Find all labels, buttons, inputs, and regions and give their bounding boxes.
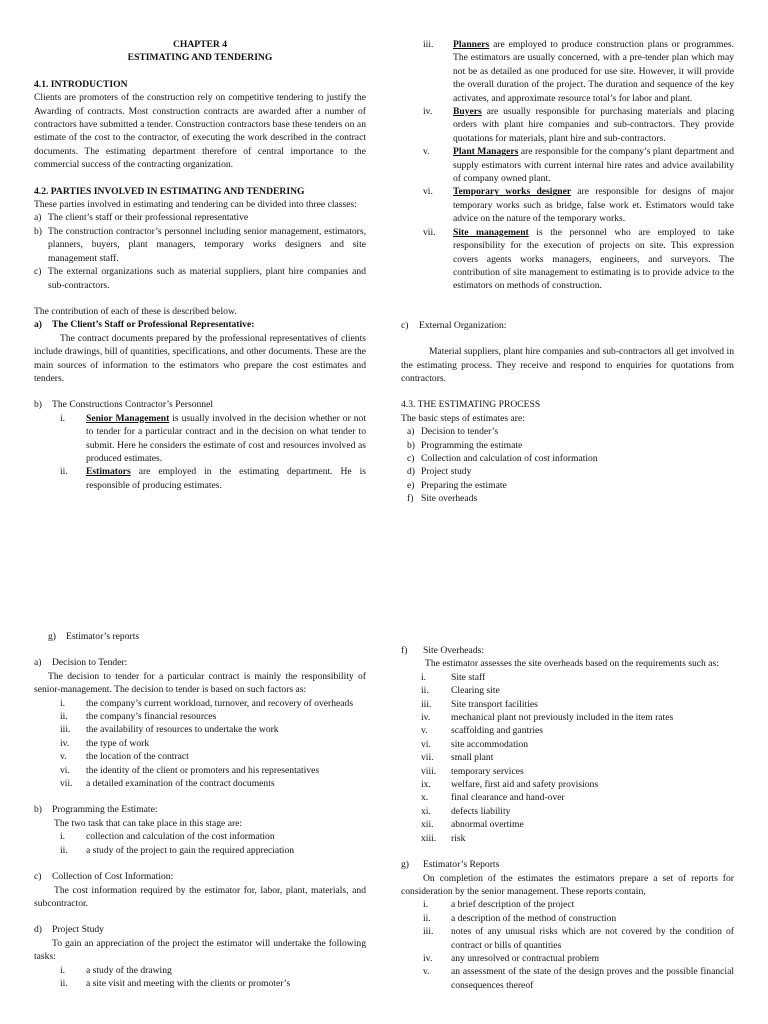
list-marker: b): [34, 225, 42, 237]
list-item-text: the company’s financial resources: [86, 711, 217, 723]
list-item: [407, 492, 734, 505]
list-item: [423, 925, 734, 952]
decision-to-tender-text: The decision to tender for a particular contract is mainly the responsibility of senior-management. The decision to tender is based on such factors as:: [34, 670, 366, 696]
chapter-number: CHAPTER 4: [172, 39, 228, 50]
list-item: [34, 225, 366, 265]
list-item-text: a study of the drawing: [86, 964, 172, 976]
estimator-reports-heading: g) Estimator’s Reports: [401, 859, 500, 871]
list-item: [423, 145, 734, 185]
external-org-heading: c) External Organization:: [401, 319, 507, 331]
list-item: [423, 105, 734, 145]
list-marker: iii.: [421, 698, 432, 710]
list-marker: vi.: [421, 738, 431, 750]
list-marker: iv.: [423, 106, 433, 118]
list-item: [423, 185, 734, 225]
list-marker: xi.: [421, 805, 431, 817]
list-marker: i.: [423, 899, 429, 911]
list-marker: i.: [60, 964, 66, 976]
list-marker: a): [34, 212, 42, 224]
list-item: [60, 465, 366, 492]
section-4-2-intro: These parties involved in estimating and tendering can be divided into three classes:: [34, 199, 357, 211]
list-item-text: a detailed examination of the contract documents: [86, 778, 275, 790]
list-item-text: abnormal overtime: [451, 819, 524, 831]
list-marker: v.: [423, 146, 430, 158]
list-item-text: any unresolved or contractual problem: [451, 952, 600, 964]
list-item: [421, 818, 734, 831]
list-item-text: [453, 226, 734, 293]
list-item: [421, 751, 734, 764]
decision-factors-list: [34, 697, 366, 791]
list-item-text: an assessment of the state of the design proves and the possible financial consequences thereof: [451, 966, 734, 991]
list-item: [60, 412, 366, 466]
list-marker: iii.: [423, 926, 434, 938]
list-marker: i.: [60, 697, 66, 709]
list-item: [34, 265, 366, 292]
list-marker: b): [407, 439, 415, 451]
list-item-text: small plant: [451, 752, 494, 764]
contractor-personnel-heading: b) The Constructions Contractor’s Personnel: [34, 399, 214, 411]
site-overheads-heading: f) Site Overheads:: [401, 645, 485, 656]
list-marker: xiii.: [421, 832, 437, 844]
list-item: [421, 805, 734, 818]
list-marker: c): [407, 452, 415, 464]
list-item-text: notes of any unusual risks which are not covered by the condition of contract or bills of quantities: [451, 926, 734, 951]
list-item-text: Decision to tender’s: [421, 426, 499, 438]
list-item: [421, 684, 734, 697]
list-marker: ii.: [60, 711, 68, 723]
list-item: [423, 898, 734, 911]
page2-right-column: [401, 644, 734, 992]
list-item: [421, 724, 734, 737]
estimator-reports-text: On completion of the estimates the estimators prepare a set of reports for consideration by the senior management. These reports contain,: [401, 872, 734, 897]
list-item: [421, 671, 734, 684]
list-item-text: Project study: [421, 466, 472, 478]
list-item-text: final clearance and hand-over: [451, 792, 565, 804]
role-name: Site management: [453, 226, 529, 238]
list-item-text: Collection and calculation of cost information: [421, 452, 598, 464]
external-org-text: Material suppliers, plant hire companies and sub-contractors all get involved in the estimating process. They receive and respond to enquiries for quotations from contractors.: [401, 346, 734, 384]
list-marker: ii.: [60, 844, 68, 856]
list-item-text: [453, 38, 734, 105]
list-marker: vii.: [421, 752, 434, 764]
list-item: [421, 698, 734, 711]
list-item: [407, 479, 734, 492]
list-item-text: the type of work: [86, 737, 150, 749]
list-item-text: welfare, first aid and safety provisions: [451, 779, 599, 791]
list-marker: iii.: [60, 724, 71, 736]
page2-left-column: [34, 630, 366, 990]
list-item-text: The client’s staff or their professional representative: [48, 212, 249, 224]
section-4-1-text: Clients are promoters of the construction rely on competitive tendering to justify the Awarding of contracts. Most construction contracts are awarded after a number of contractors have submitted a tender. Construction contractors base these tenders on an estimate of the cost to the contractor, of executing the work described in the contract documents. The estimating department therefore of central importance to the commercial success of the contracting organization.: [34, 92, 366, 171]
project-study-text: To gain an appreciation of the project the estimator will undertake the following tasks:: [34, 937, 366, 963]
section-4-3-heading: 4.3. THE ESTIMATING PROCESS: [401, 399, 541, 411]
list-item-text: a study of the project to gain the required appreciation: [86, 844, 295, 856]
list-item: [423, 965, 734, 992]
list-item: [423, 226, 734, 293]
list-marker: x.: [421, 792, 429, 804]
list-item-text: mechanical plant not previously included in the item rates: [451, 712, 674, 724]
role-description: are employed to produce construction plans or programmes. The estimators are usually concerned, with a pre-tender plan which may not be as detailed as one produced for use site. However, it will provide the overall duration of the project. The duration and sequence of the key activates, and approximate resource total’s for labor and plant.: [453, 39, 734, 104]
list-marker: ii.: [60, 466, 68, 478]
list-item-text: the location of the contract: [86, 751, 189, 763]
list-item: [60, 764, 366, 777]
list-item-text: [86, 465, 366, 492]
list-marker: c): [34, 266, 42, 278]
list-item-text: a site visit and meeting with the clients or promoter’s: [86, 977, 291, 989]
list-item: [60, 737, 366, 750]
list-marker: vi.: [60, 764, 70, 776]
list-marker: ii.: [60, 977, 68, 989]
list-marker: ii.: [423, 912, 431, 924]
list-marker: vii.: [423, 226, 436, 238]
site-overheads-text: The estimator assesses the site overheads based on the requirements such as:: [425, 658, 719, 670]
cost-information-heading: c) Collection of Cost Information:: [34, 871, 174, 883]
list-item-text: a description of the method of construction: [451, 912, 617, 924]
project-study-list: [34, 964, 366, 991]
personnel-list-2: [401, 38, 734, 293]
personnel-list-1: [34, 412, 366, 492]
list-marker: e): [407, 479, 415, 491]
list-item: [421, 738, 734, 751]
list-item-text: the company’s current workload, turnover, and recovery of overheads: [86, 697, 354, 709]
client-staff-text: The contract documents prepared by the professional representatives of clients include drawings, bill of quantities, specifications, and other documents. These are the main sources of information to the estimators who prepare the cost estimates and tenders.: [34, 332, 366, 384]
role-name: Senior Management: [86, 412, 170, 424]
role-name: Buyers: [453, 106, 482, 118]
section-4-1-heading: 4.1. INTRODUCTION: [34, 78, 128, 90]
list-marker: iv.: [60, 737, 70, 749]
list-marker: vii.: [60, 778, 73, 790]
list-item: [60, 750, 366, 763]
list-item: [407, 439, 734, 452]
list-marker: vi.: [423, 186, 433, 198]
list-marker: i.: [421, 671, 427, 683]
role-description: are employed in the estimating department. He is responsible of producing estimates.: [86, 466, 366, 491]
chapter-title: ESTIMATING AND TENDERING: [127, 52, 273, 64]
list-item-text: the identity of the client or promoters and his representatives: [86, 764, 320, 776]
section-4-3-intro: The basic steps of estimates are:: [401, 412, 525, 424]
site-overheads-list: [401, 671, 734, 845]
list-item-text: [86, 412, 366, 466]
list-marker: d): [407, 466, 415, 478]
list-item-text: collection and calculation of the cost information: [86, 831, 275, 843]
list-item: [60, 844, 366, 857]
list-item-text: The construction contractor’s personnel including senior management, estimators, planners, buyers, plant managers, temporary works designers and site management staff.: [48, 225, 366, 264]
list-item: [421, 765, 734, 778]
list-item: [60, 830, 366, 843]
cost-information-text: The cost information required by the estimator for, labor, plant, materials, and subcontractor.: [34, 884, 366, 909]
programming-estimate-heading: b) Programming the Estimate:: [34, 804, 158, 816]
list-marker: i.: [60, 412, 66, 424]
page1-right-column: [401, 38, 734, 506]
contribution-text: The contribution of each of these is described below.: [34, 305, 237, 317]
list-marker: iv.: [423, 952, 433, 964]
list-item-text: scaffolding and gantries: [451, 725, 544, 737]
list-marker: f): [407, 493, 414, 505]
role-description: is usually involved in the decision whether or not to tender for a particular contract and in the decision on what tender to submit. Here he considers the estimate of cost and resources involved as produced estimates.: [86, 412, 367, 464]
list-item: [423, 952, 734, 965]
list-item-text: defects liability: [451, 805, 511, 817]
list-marker: ix.: [421, 779, 431, 791]
list-marker: viii.: [421, 765, 437, 777]
role-description: is the personnel who are employed to take responsibility for the execution of projects on site. This expression covers agents works managers, engineers, and surveyors. The contribution of site management to estimating is to provide advice to the estimators on methods of construction.: [453, 226, 734, 292]
list-item: [421, 832, 734, 845]
list-item-text: The external organizations such as material suppliers, plant hire companies and sub-contractors.: [48, 266, 366, 291]
client-staff-heading: a) The Client’s Staff or Professional Representative:: [34, 319, 255, 331]
list-item-text: Preparing the estimate: [421, 479, 507, 491]
list-item-text: a brief description of the project: [451, 899, 575, 911]
list-item-text: risk: [451, 832, 466, 844]
list-item-text: [453, 185, 734, 225]
role-name: Temporary works designer: [453, 186, 572, 198]
list-item-text: Site overheads: [421, 493, 478, 505]
list-item: [407, 452, 734, 465]
list-item: [60, 964, 366, 977]
list-item: [421, 778, 734, 791]
role-name: Estimators: [86, 466, 131, 478]
page1-left-column: [34, 38, 366, 492]
list-marker: v.: [423, 966, 430, 978]
list-item: [60, 710, 366, 723]
role-name: Plant Managers: [453, 146, 519, 158]
project-study-heading: d) Project Study: [34, 924, 104, 936]
estimator-reports-list: [401, 898, 734, 992]
list-item-text: Clearing site: [451, 685, 500, 697]
list-item: [423, 912, 734, 925]
list-marker: a): [407, 426, 415, 438]
programming-tasks-list: [34, 830, 366, 857]
estimator-reports-step: g) Estimator’s reports: [48, 631, 140, 642]
list-marker: v.: [60, 751, 67, 763]
list-item-text: the availability of resources to undertake the work: [86, 724, 279, 736]
list-item-text: site accommodation: [451, 738, 528, 750]
list-item: [60, 723, 366, 736]
list-item-text: [453, 105, 734, 145]
list-item-text: Site staff: [451, 671, 486, 683]
role-description: are responsible for designs of major temporary works such as bridge, false work et. Estimators would take advice on the nature of the temporary works.: [453, 186, 734, 225]
list-item: [60, 777, 366, 790]
estimating-steps-list: [401, 425, 734, 505]
list-item-text: Site transport facilities: [451, 698, 538, 710]
list-marker: iv.: [421, 712, 431, 724]
role-description: are responsible for the company’s plant department and supply estimators with current internal hire rates and advice availability of company owned plant.: [453, 146, 734, 185]
list-item: [34, 211, 366, 224]
list-item-text: Programming the estimate: [421, 439, 523, 451]
list-marker: ii.: [421, 685, 429, 697]
list-item: [423, 38, 734, 105]
programming-estimate-text: The two task that can take place in this stage are:: [54, 817, 243, 829]
list-marker: iii.: [423, 39, 434, 50]
list-item-text: [453, 145, 734, 185]
list-item: [60, 697, 366, 710]
list-marker: i.: [60, 831, 66, 843]
list-marker: xii.: [421, 819, 434, 831]
role-name: Planners: [453, 39, 490, 50]
role-description: are usually responsible for purchasing materials and placing orders with plant hire companies and sub-contractors. They provide quotations for materials, plant hire and sub-contractors.: [453, 106, 734, 144]
list-item-text: temporary services: [451, 765, 524, 777]
list-item: [407, 425, 734, 438]
list-item: [407, 465, 734, 478]
list-marker: v.: [421, 725, 428, 737]
list-item: [60, 977, 366, 990]
decision-to-tender-heading: a) Decision to Tender:: [34, 657, 128, 669]
list-item: [421, 791, 734, 804]
classes-list: [34, 211, 366, 291]
list-item: [421, 711, 734, 724]
section-4-2-heading: 4.2. PARTIES INVOLVED IN ESTIMATING AND TENDERING: [34, 185, 305, 197]
